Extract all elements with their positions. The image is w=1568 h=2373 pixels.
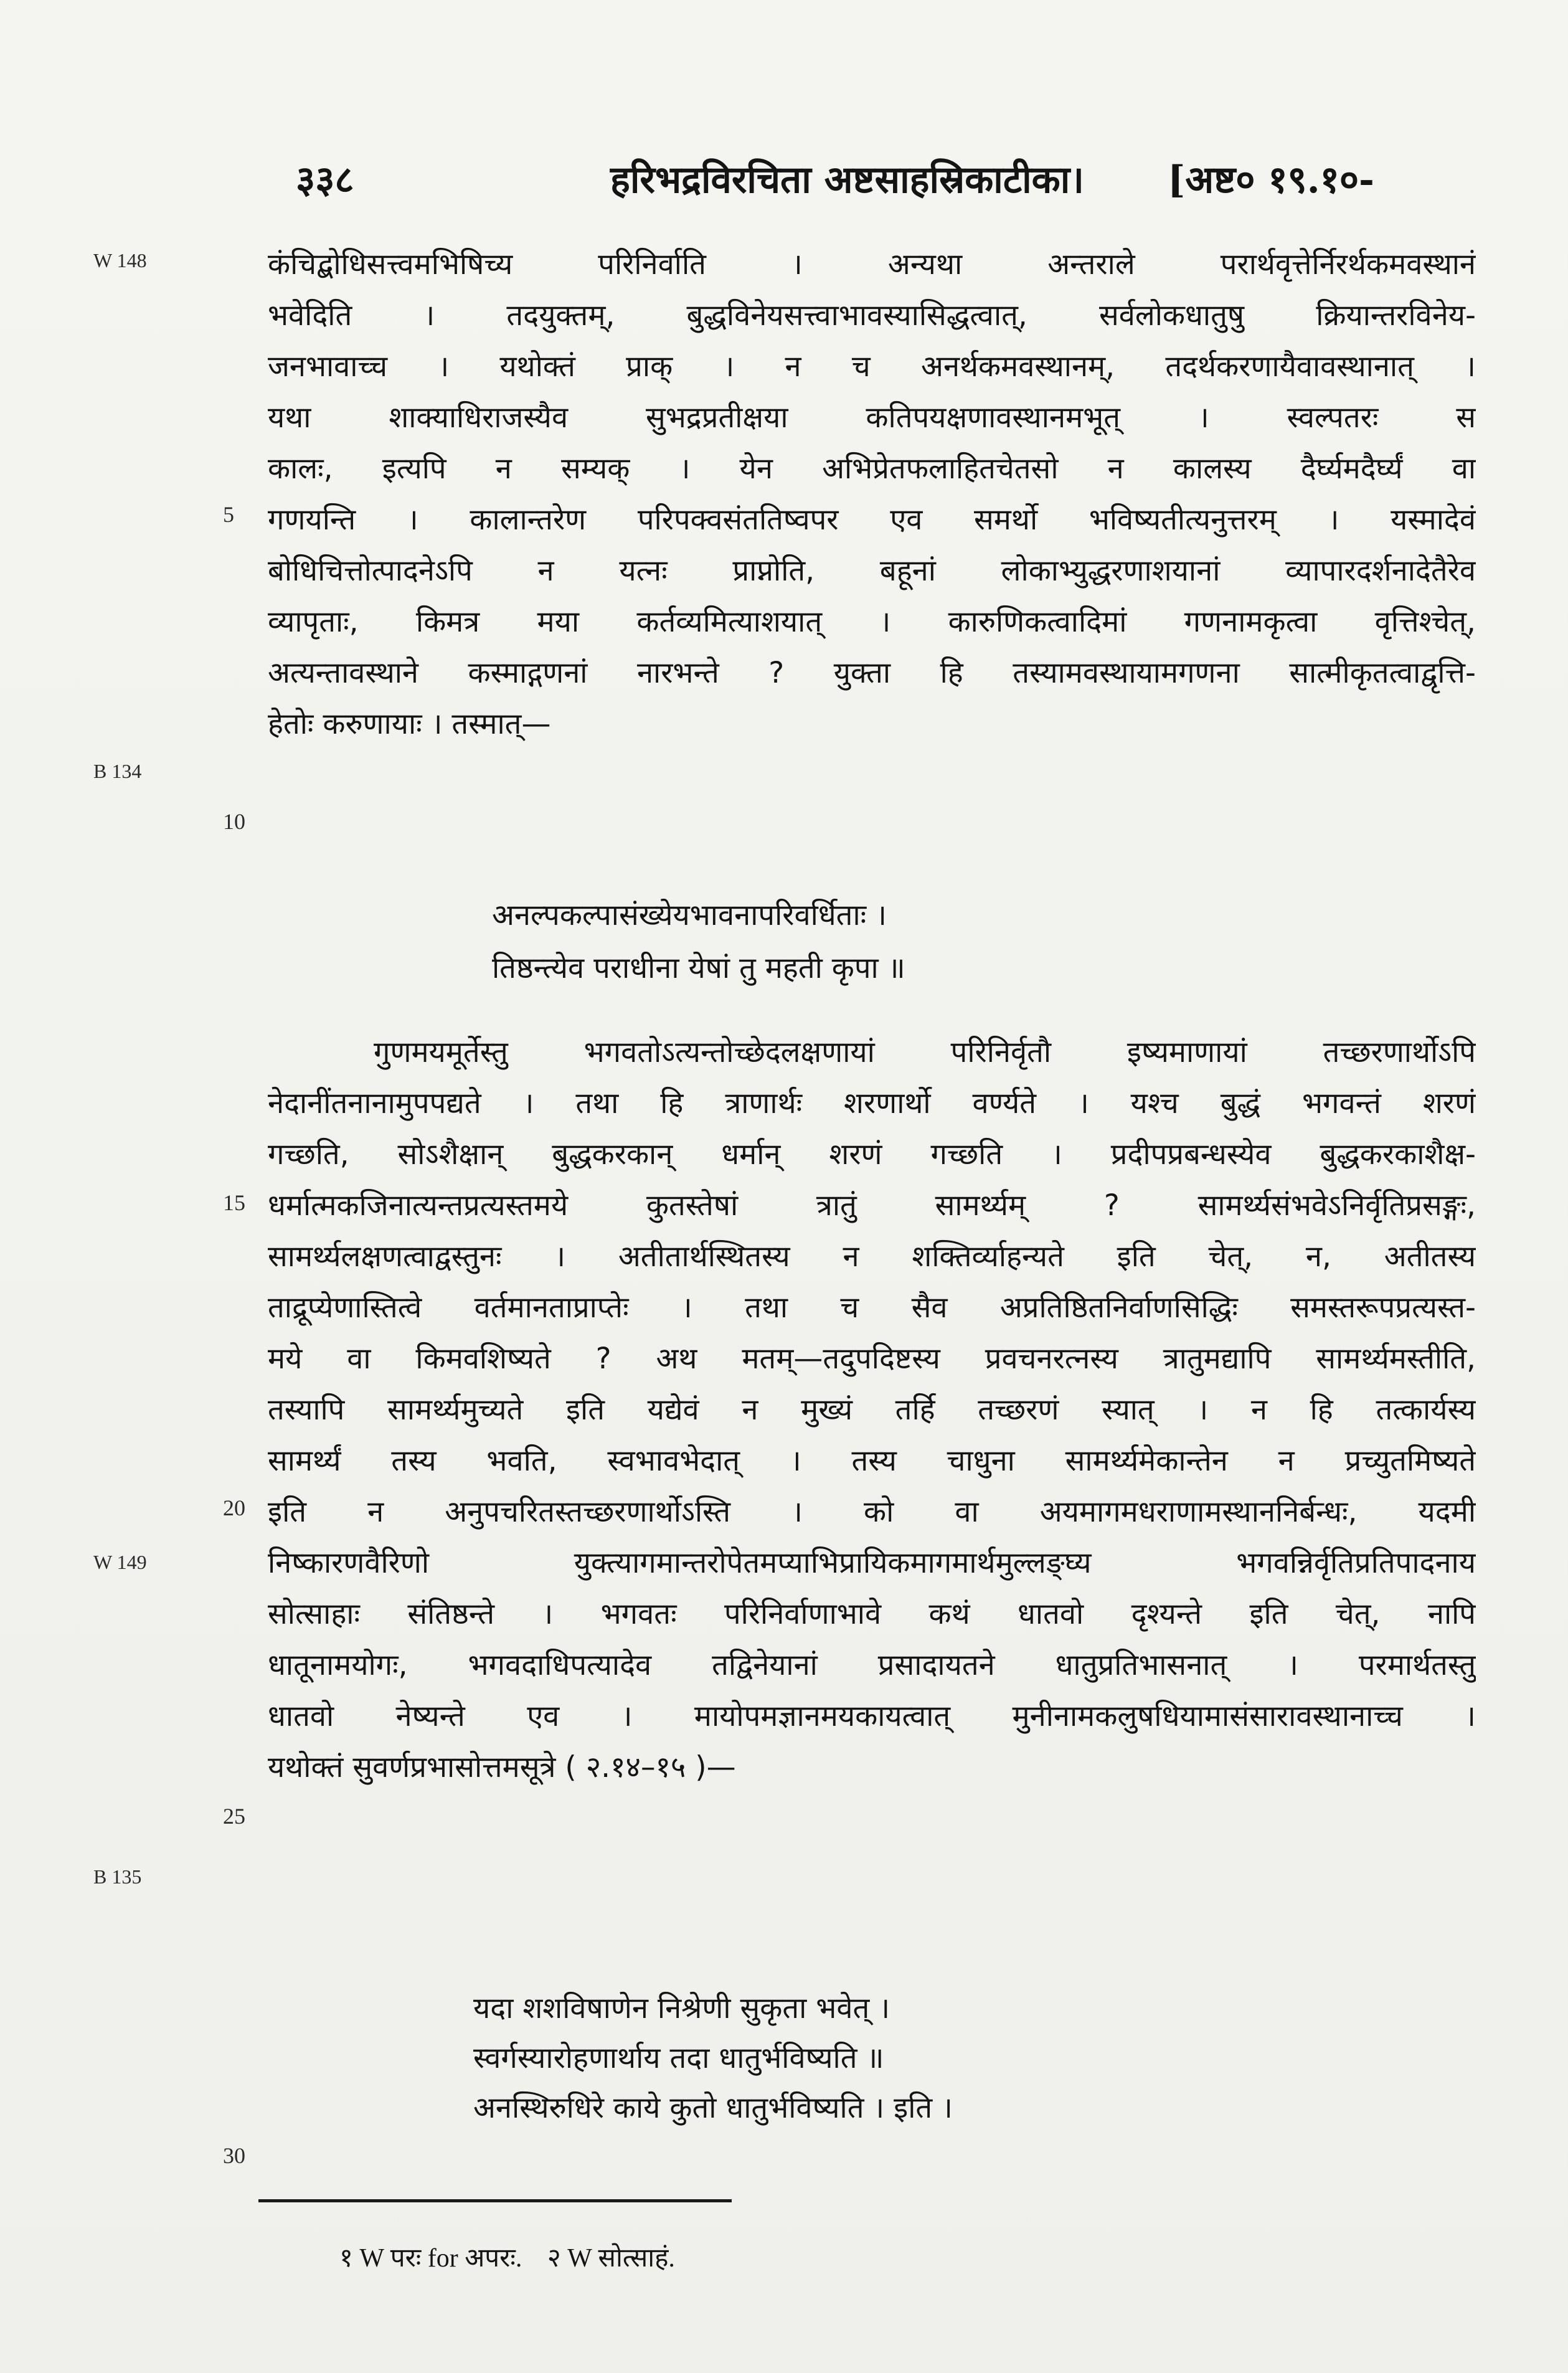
- text-line: नेदानींतनानामुपपद्यते । तथा हि त्राणार्थः शरणार्थो वर्ण्यते । यश्च बुद्धं भगवन्तं शरणं: [268, 1086, 1476, 1120]
- text-line: यथा शाक्याधिराजस्यैव सुभद्रप्रतीक्षया कतिपयक्षणावस्थानमभूत् । स्वल्पतरः स: [268, 400, 1476, 435]
- line-number: 10: [223, 809, 245, 834]
- footnotes: [339, 2239, 694, 2275]
- text-line: व्यापृताः, किमत्र मया कर्तव्यमित्याशयात् । कारुणिकत्वादिमां गणनामकृत्वा वृत्तिश्चेत्,: [268, 605, 1476, 639]
- line-number: 30: [223, 2143, 245, 2168]
- verse-line: अनस्थिरुधिरे काये कुतो धातुर्भविष्यति । इति ।: [473, 2091, 953, 2125]
- text-line: सामर्थ्यलक्षणत्वाद्वस्तुनः । अतीतार्थस्थितस्य न शक्तिर्व्याहन्यते इति चेत्, न, अतीतस्य: [268, 1239, 1476, 1274]
- text-line: यथोक्तं सुवर्णप्रभासोत्तमसूत्रे ( २.१४–१५ )—: [268, 1750, 736, 1784]
- line-number: 20: [223, 1495, 245, 1520]
- text-line: गुणमयमूर्तेस्तु भगवतोऽत्यन्तोच्छेदलक्षणायां परिनिर्वृतौ इष्यमाणायां तच्छरणार्थोऽपि: [374, 1035, 1476, 1069]
- page-number: ३३८: [296, 158, 354, 202]
- text-line: सामर्थ्यं तस्य भवति, स्वभावभेदात् । तस्य चाधुना सामर्थ्यमेकान्तेन न प्रच्युतमिष्यते: [268, 1444, 1476, 1478]
- footnote-2: २ W सोत्साहं.: [547, 2244, 675, 2273]
- text-line: इति न अनुपचरितस्तच्छरणार्थोऽस्ति । को वा अयमागमधराणामस्थाननिर्बन्धः, यदमी: [268, 1495, 1476, 1529]
- margin-note: W 148: [93, 249, 147, 272]
- text-line: धातूनामयोगः, भगवदाधिपत्यादेव तद्विनेयानां प्रसादायतने धातुप्रतिभासनात् । परमार्थतस्तु: [268, 1648, 1476, 1682]
- text-line: मये वा किमवशिष्यते ? अथ मतम्—तदुपदिष्टस्य प्रवचनरत्नस्य त्रातुमद्यापि सामर्थ्यमस्तीति,: [268, 1342, 1476, 1376]
- text-line: तस्यापि सामर्थ्यमुच्यते इति यद्येवं न मुख्यं तर्हि तच्छरणं स्यात् । न हि तत्कार्यस्य: [268, 1393, 1476, 1427]
- text-line: गणयन्ति । कालान्तरेण परिपक्वसंततिष्वपर एव समर्थो भविष्यतीत्यनुत्तरम् । यस्मादेवं: [268, 503, 1476, 537]
- verse-line: अनल्पकल्पासंख्येयभावनापरिवर्धिताः ।: [492, 898, 887, 932]
- text-line: गच्छति, सोऽशैक्षान् बुद्धकरकान् धर्मान् शरणं गच्छति । प्रदीपप्रबन्धस्येव बुद्धकरकाशैक्ष-: [268, 1137, 1476, 1172]
- page-header: [0, 153, 1568, 209]
- line-number: 25: [223, 1804, 245, 1829]
- text-line: निष्कारणवैरिणो युक्त्यागमान्तरोपेतमप्याभिप्रायिकमागमार्थमुल्लङ्घ्य भगवन्निर्वृतिप्रतिपादनाय: [268, 1546, 1476, 1580]
- verse-line: यदा शशविषाणेन निश्रेणी सुकृता भवेत् ।: [473, 1991, 890, 2025]
- section-reference: [अष्ट० १९.१०-: [1168, 158, 1374, 202]
- line-number: 15: [223, 1190, 245, 1215]
- running-title: हरिभद्रविरचिता अष्टसाहस्रिकाटीका।: [610, 158, 1084, 202]
- text-line: ताद्रूप्येणास्तित्वे वर्तमानताप्राप्तेः । तथा च सैव अप्रतिष्ठितनिर्वाणसिद्धिः समस्तरूपप्रत्यस्त-: [268, 1291, 1476, 1325]
- text-line: हेतोः करुणायाः । तस्मात्—: [268, 707, 551, 741]
- text-line: धातवो नेष्यन्ते एव । मायोपमज्ञानमयकायत्वात् मुनीनामकलुषधियामासंसारावस्थानाच्च ।: [268, 1699, 1476, 1733]
- margin-note: B 134: [93, 760, 142, 782]
- text-line: बोधिचित्तोत्पादनेऽपि न यत्नः प्राप्नोति, बहूनां लोकाभ्युद्धरणाशयानां व्यापारदर्शनादेतैरेव: [268, 554, 1476, 588]
- text-line: सोत्साहाः संतिष्ठन्ते । भगवतः परिनिर्वाणाभावे कथं धातवो दृश्यन्ते इति चेत्, नापि: [268, 1597, 1476, 1631]
- text-line: भवेदिति । तदयुक्तम्, बुद्धविनेयसत्त्वाभावस्यासिद्धत्वात्, सर्वलोकधातुषु क्रियान्तरविनेय-: [268, 298, 1476, 333]
- margin-note: W 149: [93, 1551, 147, 1573]
- text-line: अत्यन्तावस्थाने कस्माद्गणनां नारभन्ते ? युक्ता हि तस्यामवस्थायामगणना सात्मीकृतत्वाद्वृत्ति-: [268, 656, 1476, 690]
- margin-note: B 135: [93, 1865, 142, 1888]
- footnote-1: १ W परः for अपरः.: [339, 2244, 522, 2273]
- text-line: जनभावाच्च । यथोक्तं प्राक् । न च अनर्थकमवस्थानम्, तदर्थकरणायैवावस्थानात् ।: [268, 349, 1476, 384]
- footnote-rule: [258, 2199, 732, 2202]
- text-line: कालः, इत्यपि न सम्यक् । येन अभिप्रेतफलाहितचेतसो न कालस्य दैर्घ्यमदैर्घ्यं वा: [268, 452, 1476, 486]
- line-number: 5: [223, 502, 234, 527]
- text-line: धर्मात्मकजिनात्यन्तप्रत्यस्तमये कुतस्तेषां त्रातुं सामर्थ्यम् ? सामर्थ्यसंभवेऽनिर्वृतिप्रसङ्गः,: [268, 1188, 1476, 1223]
- verse-line: स्वर्गस्यारोहणार्थाय तदा धातुर्भविष्यति ॥: [473, 2041, 884, 2075]
- text-line: कंचिद्बोधिसत्त्वमभिषिच्य परिनिर्वाति । अन्यथा अन्तराले परार्थवृत्तेर्निरर्थकमवस्थानं: [268, 247, 1476, 282]
- verse-line: तिष्ठन्त्येव पराधीना येषां तु महती कृपा ॥: [492, 951, 905, 985]
